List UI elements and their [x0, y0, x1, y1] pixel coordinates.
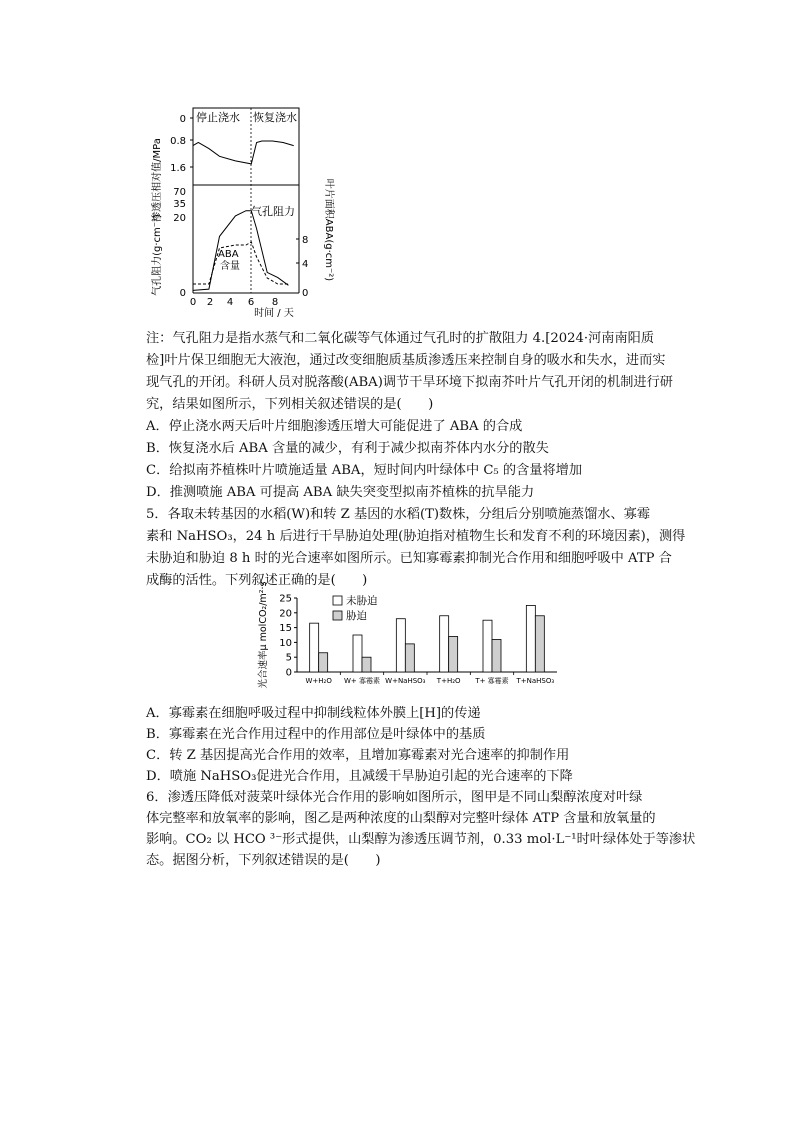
y-tick-label: 20: [279, 608, 292, 620]
bar-stressed: [492, 639, 501, 672]
tick-aba-8: 8: [302, 235, 309, 246]
tick-osm-2: 1.6: [170, 163, 186, 174]
category-label: T+H₂O: [436, 677, 461, 685]
label-aba-2: 含量: [220, 261, 240, 272]
tick-res-0: 0: [179, 288, 186, 299]
q4-option-a: A．停止浇水两天后叶片细胞渗透压增大可能促进了 ABA 的合成: [146, 419, 523, 434]
tick-res-70: 70: [173, 187, 186, 198]
label-resume-water: 恢复浇水: [253, 111, 297, 124]
q5-line-2: 素和 NaHSO₃，24 h 后进行干旱胁迫处理(胁迫指对植物生长和发育不利的环境因素)，测得: [146, 529, 686, 544]
category-label: T+ 寡霉素: [475, 677, 509, 685]
bar-unstressed: [353, 635, 362, 672]
q6-line-1: 6．渗透压降低对菠菜叶绿体光合作用的影响如图所示，图甲是不同山梨醇浓度对叶绿: [146, 790, 643, 805]
xtick-8: 8: [271, 297, 279, 308]
legend-label: 未胁迫: [346, 595, 378, 607]
label-stomatal-resistance: 气孔阻力: [251, 205, 295, 218]
xtick-6: 6: [247, 297, 255, 308]
bar-unstressed: [526, 605, 535, 672]
q4-option-d: D．推测喷施 ABA 可提高 ABA 缺失突变型拟南芥植株的抗旱能力: [146, 485, 535, 500]
xtick-4: 4: [226, 297, 234, 308]
q6-line-4: 态。据图分析，下列叙述错误的是( ): [146, 853, 381, 868]
tick-aba-4: 4: [302, 259, 309, 270]
q4-option-b: B．恢复浇水后 ABA 含量的减少，有利于减少拟南芥体内水分的散失: [146, 441, 549, 456]
y-tick-label: 15: [279, 623, 292, 635]
tick-osm-0: 0: [179, 114, 186, 125]
y-tick-label: 5: [285, 652, 292, 664]
q4-line-2: 检]叶片保卫细胞无大液泡，通过改变细胞质基质渗透压来控制自身的吸水和失水，进而实: [146, 353, 666, 368]
q4-line-4: 究，结果如图所示，下列相关叙述错误的是( ): [146, 397, 434, 412]
q5-option-d: D．喷施 NaHSO₃促进光合作用，且减缓干旱胁迫引起的光合速率的下降: [146, 769, 573, 784]
label-aba-1: ABA: [218, 249, 239, 260]
q6-line-2: 体完整率和放氧率的影响，图乙是两种浓度的山梨醇对完整叶绿体 ATP 含量和放氧量的: [146, 811, 656, 826]
xtick-2: 2: [206, 297, 214, 308]
legend-swatch: [333, 596, 342, 605]
osmotic-pressure-line: [193, 141, 294, 164]
q6-line-3: 影响。CO₂ 以 HCO ³⁻形式提供，山梨醇为渗透压调节剂，0.33 mol·L⁻¹时叶绿体处于等渗状: [146, 832, 696, 847]
q5-option-c: C．转 Z 基因提高光合作用的效率，且增加寡霉素对光合速率的抑制作用: [146, 748, 570, 763]
legend-swatch: [333, 611, 342, 620]
q5-line-1: 5．各取未转基因的水稻(W)和转 Z 基因的水稻(T)数株，分组后分别喷施蒸馏水、寡霉: [146, 507, 651, 522]
tick-res-35: 35: [173, 199, 186, 210]
tick-osm-1: 0.8: [170, 136, 186, 147]
stomatal-resistance-line: [193, 211, 288, 291]
resistance-axis-title: 气孔阻力(g·cm⁻¹): [152, 214, 163, 296]
q4-line-3: 现气孔的开闭。科研人员对脱落酸(ABA)调节干旱环境下拟南芥叶片气孔开闭的机制进行研: [146, 375, 673, 390]
y-tick-label: 10: [279, 637, 292, 649]
q4-option-c: C．给拟南芥植株叶片喷施适量 ABA，短时间内叶绿体中 C₅ 的含量将增加: [146, 463, 583, 478]
osmotic-axis-title: 渗透压相对值/MPa: [152, 138, 163, 222]
aba-stomata-figure: [148, 100, 348, 319]
category-label: W+H₂O: [305, 677, 332, 685]
q5-option-a: A．寡霉素在细胞呼吸过程中抑制线粒体外膜上[H]的传递: [146, 706, 481, 721]
q5-line-4: 成酶的活性。下列叙述正确的是( ): [146, 573, 368, 588]
y-tick-label: 25: [279, 593, 292, 605]
q5-line-3: 未胁迫和胁迫 8 h 时的光合速率如图所示。已知寡霉素抑制光合作用和细胞呼吸中 ATP 合: [146, 551, 672, 566]
y-tick-label: 0: [285, 667, 292, 679]
bar-stressed: [362, 657, 371, 672]
bar-stressed: [535, 616, 544, 672]
bar-stressed: [319, 653, 328, 672]
bar-unstressed: [483, 620, 492, 672]
aba-content-line: [193, 242, 288, 284]
y-axis-title: 光合速率μ molCO₂/m²·s: [258, 581, 269, 689]
bar-unstressed: [310, 623, 319, 672]
q4-line-1: 注：气孔阻力是指水蒸气和二氧化碳等气体通过气孔时的扩散阻力 4.[2024·河南南阳质: [146, 331, 655, 346]
tick-res-20: 20: [173, 213, 186, 224]
category-label: W+NaHSO₃: [385, 677, 426, 685]
category-label: W+ 寡霉素: [343, 677, 381, 685]
aba-axis-title: 叶片面积ABA(g·cm⁻²): [323, 178, 334, 282]
bar-stressed: [405, 644, 414, 672]
q5-option-b: B．寡霉素在光合作用过程中的作用部位是叶绿体中的基质: [146, 727, 486, 742]
legend-label: 胁迫: [346, 610, 367, 622]
photosynthesis-bar-chart: [255, 581, 565, 695]
tick-aba-0: 0: [302, 288, 309, 299]
x-axis-title: 时间 / 天: [254, 308, 294, 319]
bar-unstressed: [440, 616, 449, 672]
category-label: T+NaHSO₃: [516, 677, 555, 685]
label-stop-water: 停止浇水: [196, 111, 240, 124]
bar-stressed: [449, 636, 458, 672]
xtick-0: 0: [189, 297, 197, 308]
bar-unstressed: [396, 619, 405, 672]
